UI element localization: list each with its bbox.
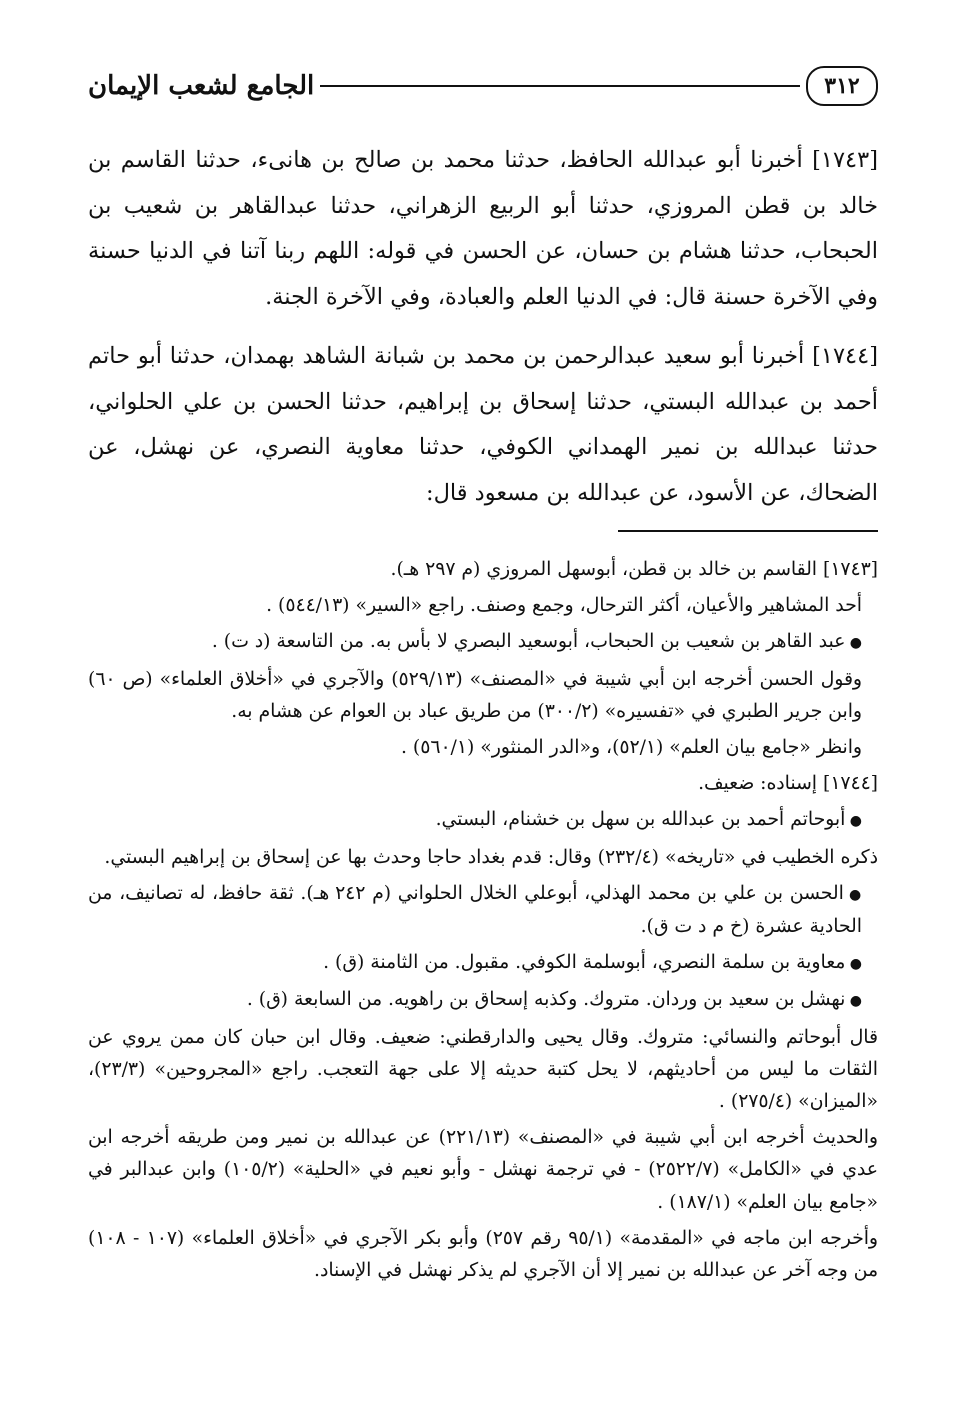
footnote-bullet: ● الحسن بن علي بن محمد الهذلي، أبوعلي الخلال الحلواني (م ٢٤٢ هـ). ثقة حافظ، له تصانيف، من الحادية عشرة (خ م د ت ق). xyxy=(88,878,878,943)
book-title: الجامع لشعب الإيمان xyxy=(88,71,315,101)
footnote-bullet: ● معاوية بن سلمة النصري، أبوسلمة الكوفي. مقبول. من الثامنة (ق) . xyxy=(88,947,878,980)
footnote-line: وأخرجه ابن ماجه في «المقدمة» (٩٥/١ رقم ٢٥٧) وأبو بكر الآجري في «أخلاق العلماء» (١٠٧ - ١٠٨) من وجه آخر عن عبدالله بن نمير إلا أن الآجري لم يذكر نهشل في الإسناد. xyxy=(88,1227,878,1282)
footnote-line: وقول الحسن أخرجه ابن أبي شيبة في «المصنف» (٥٢٩/١٣) والآجري في «أخلاق العلماء» (ص ٦٠) وابن جرير الطبري في «تفسيره» (٣٠٠/٢) من طريق عباد بن العوام عن هشام به. xyxy=(88,668,862,722)
hadith-1744: [١٧٤٤] أخبرنا أبو سعيد عبدالرحمن بن محمد بن شبانة الشاهد بهمدان، حدثنا أبو حاتم أحمد بن عبدالله البستي، حدثنا إسحاق بن إبراهيم، حدثنا الحسن بن علي الحلواني، حدثنا عبدالله بن نمير الهمداني الكوفي، حدثنا معاوية النصري، عن نهشل، عن الضحاك، عن الأسود، عن عبدالله بن مسعود قال: xyxy=(88,343,878,506)
header-rule xyxy=(320,85,800,87)
footnote-line: ذكره الخطيب في «تاريخه» (٢٣٢/٤) وقال: قدم بغداد حاجا وحدث بها عن إسحاق بن إبراهيم البستي. xyxy=(104,846,878,868)
footnote-separator xyxy=(618,530,878,532)
footnote-line: أحد المشاهير والأعيان، أكثر الترحال، وجمع وصنف. راجع «السير» (٥٤٤/١٣) . xyxy=(266,595,862,617)
footnote-bullet: ● أبوحاتم أحمد بن عبدالله بن سهل بن خشنام، البستي. xyxy=(88,804,878,837)
footnote-bullet: ● نهشل بن سعيد بن وردان. متروك. وكذبه إسحاق بن راهويه. من السابعة (ق) . xyxy=(88,984,878,1017)
page-header xyxy=(88,60,878,112)
hadith-1743: [١٧٤٣] أخبرنا أبو عبدالله الحافظ، حدثنا محمد بن صالح بن هانىء، حدثنا القاسم بن خالد بن قطن المروزي، حدثنا أبو الربيع الزهراني، حدثنا عبدالقاهر بن شعيب بن الحبحاب، حدثنا هشام بن حسان، عن الحسن في قوله: اللهم ربنا آتنا في الدنيا حسنة وفي الآخرة حسنة قال: في الدنيا العلم والعبادة، وفي الآخرة الجنة. xyxy=(88,147,878,310)
footnote-line: والحديث أخرجه ابن أبي شيبة في «المصنف» (٢٢١/١٣) عن عبدالله بن نمير ومن طريقه أخرجه ابن عدي في «الكامل» (٢٥٢٢/٧) - في ترجمة نهشل - وأبو نعيم في «الحلية» (١٠٥/٢) وابن عبدالبر في «جامع بيان العلم» (١٨٧/١) . xyxy=(88,1127,878,1213)
book-page xyxy=(88,60,878,1360)
footnote-bullet: ● عبد القاهر بن شعيب بن الحبحاب، أبوسعيد البصري لا بأس به. من التاسعة (د ت) . xyxy=(88,626,878,659)
footnote-line: وانظر «جامع بيان العلم» (٥٢/١)، و«الدر المنثور» (٥٦٠/١) . xyxy=(400,737,862,759)
footnotes xyxy=(88,554,878,1287)
footnote-line: قال أبوحاتم والنسائي: متروك. وقال يحيى والدارقطني: ضعيف. وقال ابن حبان كان ممن يروي عن الثقات ما ليس من أحاديثهم، لا يحل كتبة حديثه إلا على جهة التعجب. راجع «المجروحين» (٢٣/٣)، «الميزان» (٢٧٥/٤) . xyxy=(88,1026,878,1113)
footnote-1743-heading: [١٧٤٣] القاسم بن خالد بن قطن، أبوسهل المروزي (م ٢٩٧ هـ). xyxy=(390,559,878,580)
main-text xyxy=(88,138,878,516)
page-number-badge: ٣١٢ xyxy=(806,66,878,106)
footnote-1744-heading: [١٧٤٤] إسناده: ضعيف. xyxy=(698,773,878,795)
